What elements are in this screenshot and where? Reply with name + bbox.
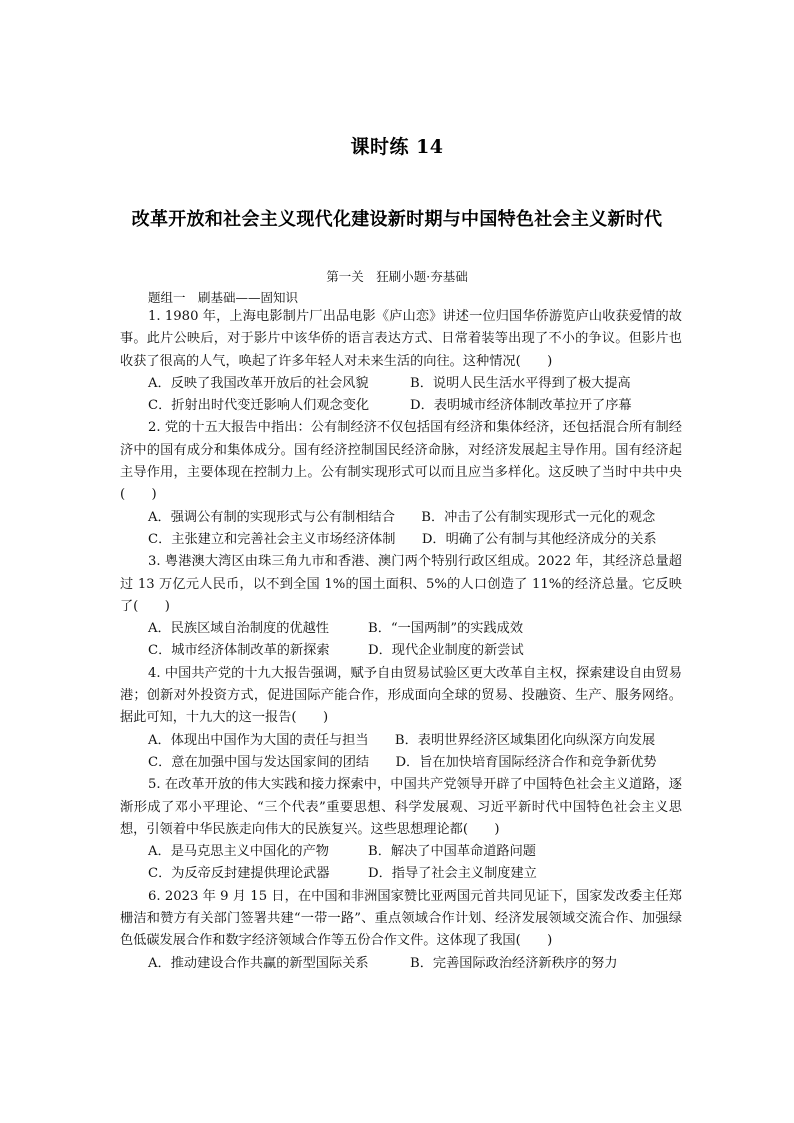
option-d: D．指导了社会主义制度建立	[368, 866, 537, 882]
option-b: B．表明世界经济区域集团化向纵深方向发展	[394, 732, 656, 748]
group-heading: 题组一 刷基础——固知识	[148, 290, 299, 305]
section-heading: 第一关 狂刷小题·夯基础	[326, 269, 468, 284]
option-a: A．推动建设合作共赢的新型国际关系	[148, 955, 369, 971]
question-4	[120, 663, 682, 774]
option-b: B．“一国两制”的实践成效	[368, 621, 524, 637]
option-row	[120, 752, 682, 774]
option-row	[120, 640, 682, 662]
option-b: B．完善国际政治经济新秩序的努力	[410, 955, 618, 971]
option-b: B．解决了中国革命道路问题	[368, 844, 536, 860]
option-a: A．反映了我国改革开放后的社会风貌	[148, 375, 369, 391]
question-stem: 1. 1980 年，上海电影制片厂出品电影《庐山恋》讲述一位归国华侨游览庐山收获爱情的故事。此片公映后，对于影片中该华侨的语言表达方式、日常着装等出现了不小的争议。但影片也收获了很高的人气，唤起了许多年轻人对未来生活的向往。这种情况( )	[120, 309, 682, 369]
option-c: C．城市经济体制改革的新探索	[148, 643, 330, 659]
option-c: C．意在加强中国与发达国家间的团结	[148, 754, 370, 770]
option-a: A．强调公有制的实现形式与公有制相结合	[148, 509, 395, 525]
option-d: D．旨在加快培育国际经济合作和竞争新优势	[395, 754, 657, 770]
option-row	[120, 373, 682, 395]
page-subtitle: 改革开放和社会主义现代化建设新时期与中国特色社会主义新时代	[131, 209, 663, 230]
question-list	[120, 306, 682, 975]
option-row	[120, 841, 682, 863]
option-row	[120, 618, 682, 640]
option-d: D．明确了公有制与其他经济成分的关系	[421, 531, 657, 547]
page-title: 课时练 14	[350, 136, 444, 158]
option-c: C．折射出时代变迁影响人们观念变化	[148, 398, 370, 414]
question-stem: 2. 党的十五大报告中指出：公有制经济不仅包括国有经济和集体经济，还包括混合所有制经济中的国有成分和集体成分。国有经济控制国民经济命脉，对经济发展起主导作用。国有经济起主导作用，主要体现在控制力上。公有制实现形式可以而且应当多样化。这反映了当时中共中央( )	[120, 420, 682, 503]
option-c: C．为反帝反封建提供理论武器	[148, 866, 330, 882]
option-row	[120, 507, 682, 529]
option-a: A．民族区域自治制度的优越性	[148, 621, 329, 637]
option-d: D．表明城市经济体制改革拉开了序幕	[410, 398, 632, 414]
question-stem: 5. 在改革开放的伟大实践和接力探索中，中国共产党领导开辟了中国特色社会主义道路，逐渐形成了邓小平理论、“三个代表”重要思想、科学发展观、习近平新时代中国特色社会主义思想，引领着中华民族走向伟大的民族复兴。这些思想理论都( )	[120, 777, 682, 837]
question-2	[120, 417, 682, 551]
option-row	[120, 395, 682, 417]
option-row	[120, 529, 682, 551]
question-stem: 6. 2023 年 9 月 15 日，在中国和非洲国家赞比亚两国元首共同见证下，国家发改委主任郑栅洁和赞方有关部门签署共建“一带一路”、重点领域合作计划、经济发展领域交流合作、加强绿色低碳发展合作和数字经济领域合作等五份合作文件。这体现了我国( )	[120, 888, 682, 949]
option-b: B．说明人民生活水平得到了极大提高	[410, 375, 631, 391]
question-stem: 3. 粤港澳大湾区由珠三角九市和香港、澳门两个特别行政区组成。2022 年，其经济总量超过 13 万亿元人民币，以不到全国 1%的国土面积、5%的人口创造了 11%的经济总量。它反映了( )	[120, 554, 682, 614]
option-row	[120, 730, 682, 752]
option-row	[120, 953, 682, 975]
option-a: A．体现出中国作为大国的责任与担当	[148, 732, 369, 748]
option-d: D．现代企业制度的新尝试	[368, 643, 524, 659]
question-1	[120, 306, 682, 417]
option-c: C．主张建立和完善社会主义市场经济体制	[148, 531, 396, 547]
option-b: B．冲击了公有制实现形式一元化的观念	[421, 509, 656, 525]
question-stem: 4. 中国共产党的十九大报告强调，赋予自由贸易试验区更大改革自主权，探索建设自由贸易港；创新对外投资方式，促进国际产能合作，形成面向全球的贸易、投融资、生产、服务网络。据此可知，十九大的这一报告( )	[120, 665, 682, 726]
question-3	[120, 551, 682, 662]
option-a: A．是马克思主义中国化的产物	[148, 844, 329, 860]
question-6	[120, 886, 682, 975]
question-5	[120, 774, 682, 885]
option-row	[120, 863, 682, 885]
